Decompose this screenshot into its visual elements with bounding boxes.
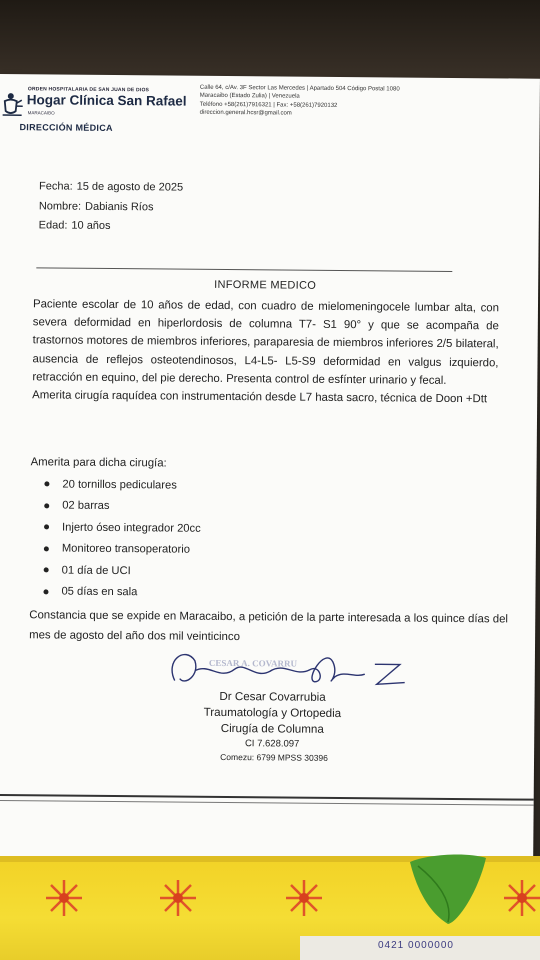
order-name: ORDEN HOSPITALARIA DE SAN JUAN DE DIOS — [27, 86, 150, 94]
department-title: DIRECCIÓN MÉDICA — [19, 122, 113, 133]
contact-email: direccion.general.hcsr@gmail.com — [199, 109, 292, 117]
bullet-icon — [44, 546, 49, 551]
name-label: Nombre: — [38, 200, 82, 213]
list-intro: Amerita para dicha cirugía: — [30, 456, 167, 470]
bullet-icon — [44, 568, 49, 573]
leaf-icon — [408, 852, 488, 928]
contact-address: Calle 64, c/Av. 3F Sector Las Mercedes | Apartado 504 Código Postal 1080 — [199, 84, 400, 93]
doctor-ci: CI 7.628.097 — [244, 738, 300, 750]
doctor-stamp: CESAR A. COVARRU — [208, 657, 298, 669]
report-body — [32, 295, 499, 408]
surgery-paragraph: Amerita cirugía raquídea con instrumentación desde L7 hasta sacro, técnica de Doon +Dtt — [32, 389, 488, 406]
bullet-icon — [43, 589, 48, 594]
diagnosis-paragraph: Paciente escolar de 10 años de edad, con cuadro de mielomeningocele lumbar alta, con severa deformidad en hiperlordosis de columna T7- S1 90° y que se acompaña de trastornos motores de miembros inferiores, paraparesia de miembros inferiores 2/5 bilateral, ausencia de reflejos osteotendinosos, L4-L5- L5-S9 deformidad en valgus izquierdo, retracción en equino, del pie derecho. Presenta control de esfínter urinario y fecal. — [32, 298, 500, 387]
bullet-icon — [44, 503, 49, 508]
doctor-registry: Comezu: 6799 MPSS 30396 — [220, 751, 328, 763]
name-value: Dabianis Ríos — [84, 200, 154, 214]
footer-line — [0, 794, 534, 800]
hospital-logo-icon — [2, 91, 24, 117]
list-item: Monitoreo transoperatorio — [44, 538, 201, 561]
footer-line-secondary — [0, 800, 534, 806]
document-page — [0, 74, 540, 869]
background-top — [0, 0, 540, 82]
doctor-specialty: Traumatología y Ortopedia — [203, 705, 342, 721]
divider-line — [36, 267, 452, 272]
flower-icon — [284, 878, 324, 918]
clinic-city: MARACAIBO — [27, 110, 55, 116]
age-label: Edad: — [38, 219, 68, 232]
contact-phone: Teléfono +58(261)7916321 | Fax: +58(261)7920132 — [199, 101, 338, 109]
flower-icon — [158, 878, 198, 918]
age-line — [39, 219, 111, 232]
date-value: 15 de agosto de 2025 — [76, 180, 184, 194]
contact-city: Maracaibo (Estado Zulia) | Venezuela — [199, 93, 300, 100]
list-item: 02 barras — [44, 495, 201, 518]
contact-block — [200, 84, 400, 119]
date-label: Fecha: — [38, 180, 73, 193]
name-line — [39, 200, 154, 213]
bullet-icon — [44, 525, 49, 530]
list-item: 20 tornillos pediculares — [44, 473, 201, 496]
closing-statement: Constancia que se expide en Maracaibo, a petición de la parte interesada a los quince días del mes de agosto del año dos mil veinticinco — [29, 609, 509, 644]
date-line — [39, 180, 183, 193]
age-value: 10 años — [71, 219, 111, 232]
flower-icon — [44, 878, 84, 918]
list-item: 01 día de UCI — [44, 559, 201, 582]
requirements-list — [43, 473, 201, 603]
background-handwriting: 0421 0000000 — [378, 940, 454, 951]
tablecloth-background — [0, 856, 540, 960]
flower-icon — [502, 878, 540, 918]
doctor-name: Dr Cesar Covarrubia — [219, 689, 326, 704]
clinic-name: Hogar Clínica San Rafael — [26, 92, 187, 109]
bullet-icon — [44, 482, 49, 487]
list-item: Injerto óseo integrador 20cc — [44, 516, 201, 539]
list-item: 05 días en sala — [43, 581, 200, 604]
doctor-subspecialty: Cirugía de Columna — [220, 721, 324, 736]
report-title: INFORME MEDICO — [214, 278, 317, 292]
